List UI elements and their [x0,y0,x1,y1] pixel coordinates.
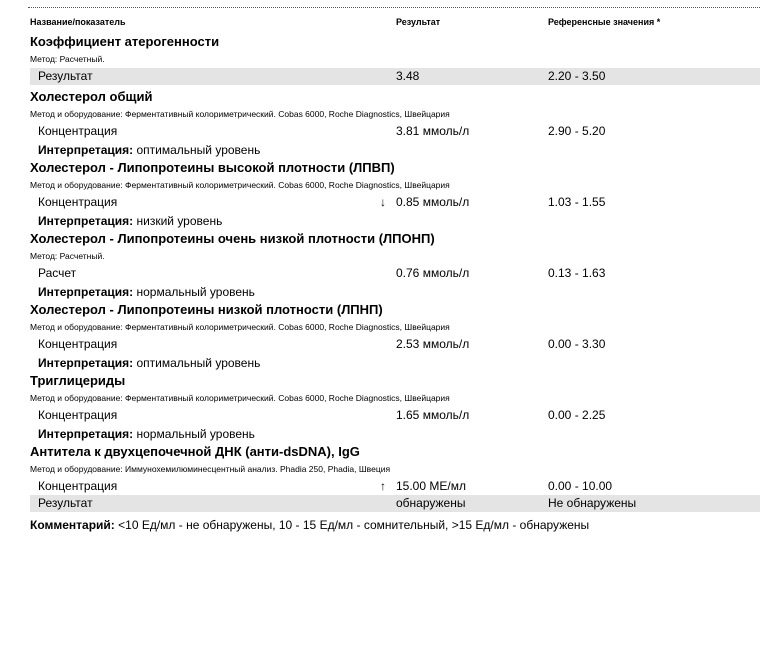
result-row [30,478,760,495]
interpretation [30,353,760,373]
result-value: 2.53 ммоль/л [396,337,470,351]
parameter-name: Расчет [38,266,77,280]
interpretation-label: Интерпретация: [38,285,134,299]
header-name: Название/показатель [30,17,126,27]
interpretation-value: оптимальный уровень [133,143,261,157]
comment [30,516,760,534]
interpretation [30,211,760,231]
results-list [30,34,760,534]
result-value: 15.00 МЕ/мл [396,479,466,493]
test-method: Метод и оборудование: Ферментативный колориметрический. Cobas 6000, Roche Diagnostics, Швейцария [30,180,450,190]
arrow-up-icon: ↑ [380,479,386,493]
parameter-name: Концентрация [38,124,118,138]
test-method: Метод и оборудование: Ферментативный колориметрический. Cobas 6000, Roche Diagnostics, Швейцария [30,109,450,119]
result-row [30,68,760,85]
reference-range: 0.00 - 10.00 [548,479,613,493]
test-title: Триглицериды [30,373,126,388]
reference-range: 1.03 - 1.55 [548,195,606,209]
parameter-name: Результат [38,69,93,83]
result-row [30,407,760,424]
reference-range: 0.13 - 1.63 [548,266,606,280]
interpretation [30,424,760,444]
table-header [30,17,760,29]
test-method: Метод: Расчетный. [30,251,105,261]
test-method: Метод: Расчетный. [30,54,105,64]
interpretation [30,140,760,160]
parameter-name: Концентрация [38,479,118,493]
result-value: 3.48 [396,69,420,83]
interpretation-value: низкий уровень [133,214,223,228]
interpretation-value: оптимальный уровень [133,356,261,370]
test-method: Метод и оборудование: Ферментативный колориметрический. Cobas 6000, Roche Diagnostics, Швейцария [30,322,450,332]
interpretation-value: нормальный уровень [133,427,255,441]
result-value: 3.81 ммоль/л [396,124,470,138]
result-value: 0.85 ммоль/л [396,195,470,209]
interpretation-label: Интерпретация: [38,427,134,441]
result-value: 0.76 ммоль/л [396,266,470,280]
interpretation-label: Интерпретация: [38,214,134,228]
dotted-separator [28,7,760,8]
test-title: Холестерол - Липопротеины высокой плотности (ЛПВП) [30,160,395,175]
parameter-name: Концентрация [38,408,118,422]
parameter-name: Результат [38,496,93,510]
result-row [30,194,760,211]
header-reference: Референсные значения * [548,17,661,27]
comment-label: Комментарий: [30,518,115,532]
reference-range: 2.90 - 5.20 [548,124,606,138]
header-result: Результат [396,17,441,27]
interpretation [30,282,760,302]
parameter-name: Концентрация [38,195,118,209]
interpretation-label: Интерпретация: [38,143,134,157]
test-title: Антитела к двухцепочечной ДНК (анти-dsDNA), IgG [30,444,360,459]
test-title: Холестерол общий [30,89,153,104]
reference-range: 2.20 - 3.50 [548,69,606,83]
interpretation-value: нормальный уровень [133,285,255,299]
result-row [30,265,760,282]
test-method: Метод и оборудование: Ферментативный колориметрический. Cobas 6000, Roche Diagnostics, Швейцария [30,393,450,403]
test-title: Холестерол - Липопротеины низкой плотности (ЛПНП) [30,302,383,317]
result-value: обнаружены [396,496,466,510]
arrow-down-icon: ↓ [380,195,386,209]
reference-range: 0.00 - 3.30 [548,337,606,351]
parameter-name: Концентрация [38,337,118,351]
result-value: 1.65 ммоль/л [396,408,470,422]
test-title: Коэффициент атерогенности [30,34,220,49]
comment-text: <10 Ед/мл - не обнаружены, 10 - 15 Ед/мл - сомнительный, >15 Ед/мл - обнаружены [114,518,590,532]
test-method: Метод и оборудование: Иммунохемилюминесцентный анализ. Phadia 250, Phadia, Швеция [30,464,391,474]
result-row [30,123,760,140]
test-title: Холестерол - Липопротеины очень низкой плотности (ЛПОНП) [30,231,435,246]
result-row [30,495,760,512]
reference-range: 0.00 - 2.25 [548,408,606,422]
result-row [30,336,760,353]
interpretation-label: Интерпретация: [38,356,134,370]
reference-range: Не обнаружены [548,496,637,510]
